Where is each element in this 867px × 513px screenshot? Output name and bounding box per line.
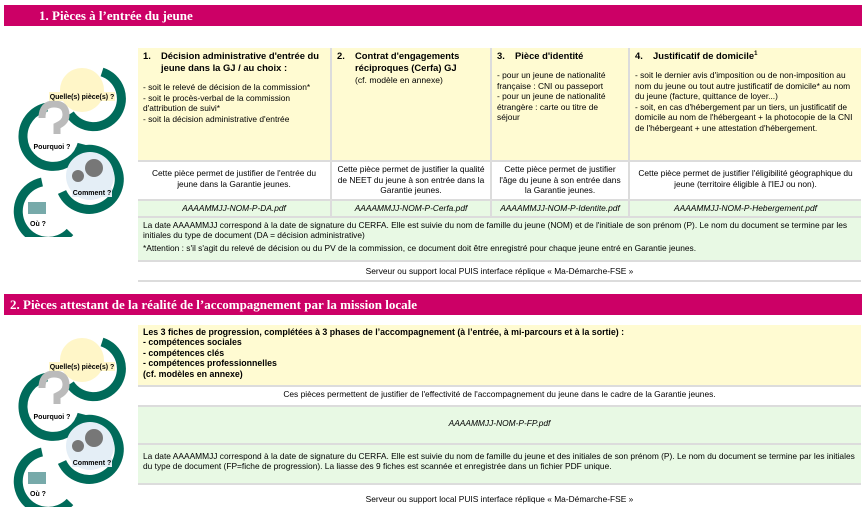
fiche-item: - compétences sociales bbox=[143, 337, 242, 347]
filename: AAAAMMJJ-NOM-P-Cerfa.pdf bbox=[332, 201, 492, 216]
naming-note: La date AAAAMMJJ correspond à la date de signature du CERFA. Elle est suivie du nom de famille du jeune (NOM) et de l'initiale de son prénom (P). Le nom du document se termine par les initiales du type de document (DA = décision administrative) bbox=[143, 219, 848, 240]
label-which: Quelle(s) pièce(s) ? bbox=[49, 363, 115, 371]
filename: AAAAMMJJ-NOM-P-Hebergement.pdf bbox=[674, 203, 817, 213]
computer-icon bbox=[28, 472, 46, 484]
question-mark-icon bbox=[42, 104, 66, 134]
fiche-item: - compétences clés bbox=[143, 347, 225, 358]
filename-row bbox=[138, 407, 861, 445]
purpose-text: Cette pièce permet de justifier la qualité de NEET du jeune à son entrée dans la Garantie jeunes. bbox=[332, 162, 492, 199]
section2-title: 2. Pièces attestant de la réalité de l’accompagnement par la mission locale bbox=[10, 296, 418, 312]
label-where: Où ? bbox=[30, 221, 46, 228]
process-icons bbox=[2, 322, 132, 507]
label-how: Comment ? bbox=[72, 190, 112, 197]
purpose-text: Ces pièces permettent de justifier de l'effectivité de l'accompagnement du jeune dans le cadre de la Garantie jeunes. bbox=[283, 388, 716, 399]
purpose-text: Cette pièce permet de justifier l'éligibilité géographique du jeune (territoire éligible à l'IEJ ou non). bbox=[638, 168, 853, 189]
storage-text: Serveur ou support local PUIS interface réplique « Ma-Démarche-FSE » bbox=[365, 493, 634, 504]
attention-note: *Attention : s'il s'agit du relevé de décision ou du PV de la commission, ce document doit être enregistré pour chaque jeune entré en Garantie jeunes. bbox=[143, 242, 697, 253]
label-why: Pourquoi ? bbox=[33, 144, 71, 151]
process-icons bbox=[2, 52, 132, 237]
fiches-intro: Les 3 fiches de progression, complétées à 3 phases de l’accompagnement (à l’entrée, à mi-parcours et à la sortie) : bbox=[143, 326, 625, 337]
filename: AAAAMMJJ-NOM-P-FP.pdf bbox=[448, 417, 551, 428]
doc-domicile: 4. Justificatif de domicile$^1$ - soit le dernier avis d'imposition ou de non-imposition au nom du jeune ou tout autre justificatif de domicile* au nom du jeune (facture, quittance de loyer...) - soit, en cas d'hébergement par un tiers, un justificatif de domicile au nom de l'hébergeant + la photocopie de la CNI de l'hébergeant + une attestation d'hébergement. bbox=[635, 50, 853, 133]
gears-icon bbox=[85, 429, 103, 447]
filename: AAAAMMJJ-NOM-P-DA.pdf bbox=[138, 201, 332, 216]
question-mark-icon bbox=[42, 374, 66, 404]
label-why: Pourquoi ? bbox=[33, 413, 71, 421]
documents-row bbox=[138, 325, 861, 387]
doc-identite: 3. Pièce d'identité - pour un jeune de nationalité française : CNI ou passeport - pour un jeune de nationalité étrangère : carte ou titre de séjour bbox=[492, 48, 630, 160]
purpose-text: Cette pièce permet de justifier de l'entrée du jeune dans la Garantie jeunes. bbox=[138, 162, 332, 199]
doc-contrat: 2. Contrat d'engagements réciproques (Cerfa) GJ (cf. modèle en annexe) bbox=[332, 48, 492, 160]
doc-title: Contrat d'engagements réciproques (Cerfa) GJ bbox=[355, 50, 460, 73]
documents-row bbox=[138, 48, 861, 162]
label-which: Quelle(s) pièce(s) ? bbox=[49, 94, 115, 101]
label-where: Où ? bbox=[30, 490, 46, 498]
section2 bbox=[0, 282, 867, 513]
purpose-row bbox=[138, 387, 861, 407]
gears-icon bbox=[85, 159, 103, 177]
computer-icon bbox=[28, 202, 46, 214]
fiche-item: (cf. modèles en annexe) bbox=[143, 368, 243, 379]
doc-title: Pièce d'identité bbox=[515, 50, 584, 61]
storage-text: Serveur ou support local PUIS interface réplique « Ma-Démarche-FSE » bbox=[365, 265, 634, 276]
doc-decision: 1. Décision administrative d'entrée du jeune dans la GJ / au choix : - soit le relevé de décision de la commission* - soit le procès-verbal de la commission d'attribution de suivi* - soit la décision administrative d'entrée bbox=[138, 48, 332, 160]
naming-note: La date AAAAMMJJ correspond à la date de signature du CERFA. Elle est suivie du nom de famille du jeune et des initiales de son prénom (P). Le nom du document se termine par les initiales du type de document (FP=fiche de progression). La liasse des 9 fiches est scannée et enregistrée dans un fichier PDF unique. bbox=[143, 450, 855, 471]
naming-note-row bbox=[138, 445, 861, 485]
doc-title: Justificatif de domicile bbox=[653, 50, 755, 61]
storage-row bbox=[138, 262, 861, 282]
naming-note-row bbox=[138, 218, 861, 262]
label-how: Comment ? bbox=[72, 459, 112, 467]
filename-row bbox=[138, 201, 861, 218]
filename: AAAAMMJJ-NOM-P-Identite.pdf bbox=[492, 201, 630, 216]
section2-table bbox=[138, 325, 861, 513]
section2-header bbox=[4, 294, 862, 315]
fiche-item: - compétences professionnelles bbox=[143, 358, 277, 368]
storage-row bbox=[138, 485, 861, 513]
purpose-text: Cette pièce permet de justifier l'âge du jeune à son entrée dans la Garantie jeunes. bbox=[492, 162, 630, 199]
section1-table bbox=[138, 48, 861, 282]
purpose-row bbox=[138, 162, 861, 201]
doc-title: Décision administrative d'entrée du jeune dans la GJ / au choix : bbox=[161, 50, 320, 73]
section1-title: 1. Pièces à l’entrée du jeune bbox=[39, 8, 193, 23]
section1-header bbox=[4, 5, 862, 26]
